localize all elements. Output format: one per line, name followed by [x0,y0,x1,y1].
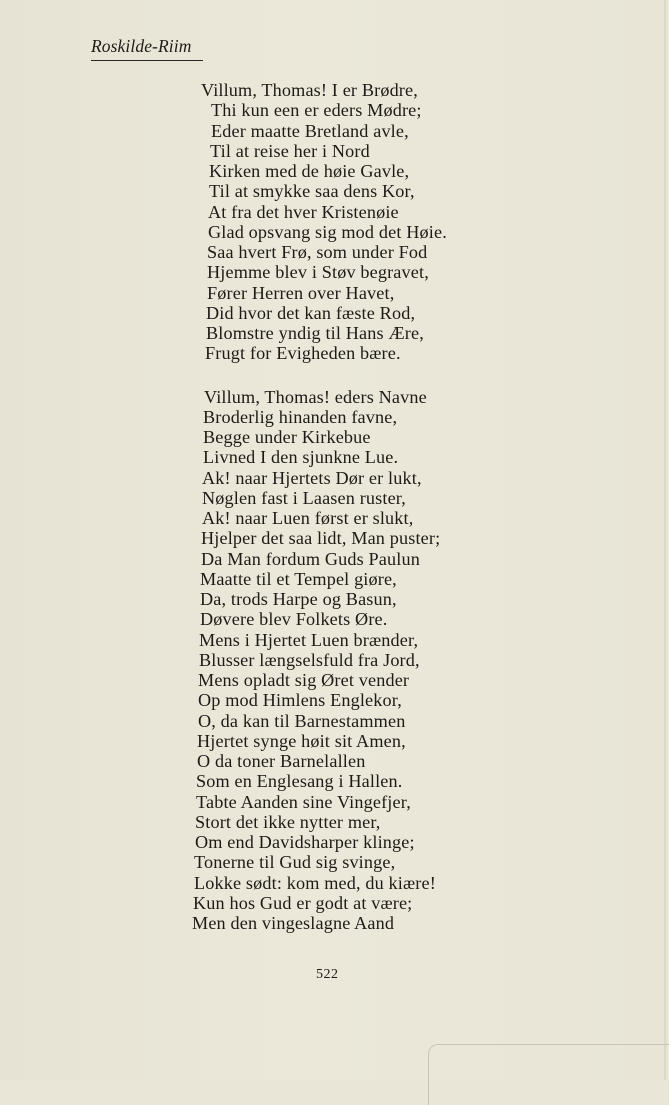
verse-line: At fra det hver Kristenøie [208,201,399,222]
verse-line: Broderlig hinanden favne, [203,406,398,427]
verse-line: Døvere blev Folkets Øre. [200,609,388,630]
verse-line: Kirken med de høie Gavle, [209,161,410,181]
poem [192,80,501,933]
verse-line: Livned I den sjunkne Lue. [203,447,399,468]
verse-line: Blomstre yndig til Hans Ære, [206,323,424,343]
verse-line: Hjemme blev i Støv begravet, [207,262,429,283]
running-head: Roskilde-Riim [91,36,203,61]
verse-line: Thi kun een er eders Mødre; [211,100,422,121]
verse-line: Ak! naar Luen først er slukt, [202,508,414,528]
verse-line: Maatte til et Tempel giøre, [200,568,397,589]
verse-line: Villum, Thomas! I er Brødre, [201,80,418,100]
verse-line: Om end Davidsharper klinge; [195,832,415,852]
verse-line: Lokke sødt: kom med, du kiære! [194,872,436,893]
verse-line: Tonerne til Gud sig svinge, [194,852,396,873]
verse-line: Op mod Himlens Englekor, [198,690,402,711]
stanza-1 [201,80,501,364]
verse-line: Saa hvert Frø, som under Fod [207,242,428,262]
verse-line: O da toner Barnelallen [197,751,366,771]
verse-line: Blusser længselsfuld fra Jord, [199,649,420,670]
verse-line: Hjelper det saa lidt, Man puster; [201,528,441,549]
verse-line: Eder maatte Bretland avle, [211,120,409,141]
verse-line: Til at reise her i Nord [210,140,370,161]
verse-line: Did hvor det kan fæste Rod, [206,302,416,323]
verse-line: Fører Herren over Havet, [207,282,395,303]
verse-line: Da Man fordum Guds Paulun [201,548,420,569]
verse-line: Begge under Kirkebue [203,427,371,447]
verse-line: Stort det ikke nytter mer, [195,811,381,832]
verse-line: Glad opsvang sig mod det Høie. [208,221,447,242]
verse-line: Da, trods Harpe og Basun, [200,589,397,609]
verse-line: O, da kan til Barnestammen [198,710,406,731]
verse-line: Villum, Thomas! eders Navne [204,386,427,407]
verse-line: Mens i Hjertet Luen brænder, [199,629,419,650]
verse-line: Ak! naar Hjertets Dør er lukt, [202,467,422,488]
page-corner-mark [428,1044,669,1105]
verse-line: Men den vingeslagne Aand [192,913,395,933]
verse-line: Kun hos Gud er godt at være; [193,892,413,913]
verse-line: Tabte Aanden sine Vingefjer, [196,791,411,812]
verse-line: Som en Englesang i Hallen. [196,771,403,792]
stanza-2 [192,386,501,934]
page-edge [664,0,669,1080]
verse-line: Til at smykke saa dens Kor, [209,181,415,202]
verse-line: Nøglen fast i Laasen ruster, [202,487,406,508]
verse-line: Hjertet synge høit sit Amen, [197,730,406,751]
verse-line: Frugt for Evigheden bære. [205,343,401,364]
page-number: 522 [316,967,339,982]
verse-line: Mens opladt sig Øret vender [198,670,410,690]
